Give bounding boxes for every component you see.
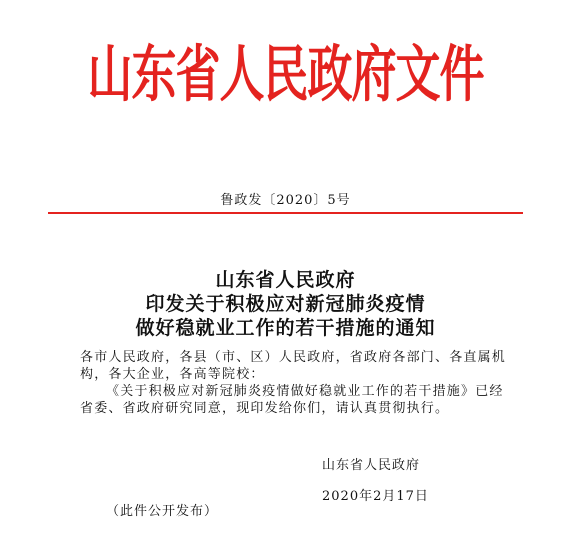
recipients-paragraph: 各市人民政府，各县（市、区）人民政府，省政府各部门、各直属机构，各大企业，各高等院校： (80, 350, 507, 382)
title-line-subject-1: 印发关于积极应对新冠肺炎疫情 (145, 293, 426, 315)
main-paragraph: 《关于积极应对新冠肺炎疫情做好稳就业工作的若干措施》已经省委、省政府研究同意，现印发给你们，请认真贯彻执行。 (80, 384, 504, 416)
title-line-subject-2: 做好稳就业工作的若干措施的通知 (135, 317, 436, 339)
document-body (80, 349, 510, 417)
title-line-issuer: 山东省人民政府 (215, 269, 356, 291)
red-divider-rule (48, 212, 523, 214)
document-number: 鲁政发〔2020〕5号 (220, 193, 351, 208)
publication-note: （此件公开发布） (106, 504, 219, 519)
document-title (0, 268, 571, 340)
document-masthead: 山东省人民政府文件 (87, 40, 484, 109)
issuer-signature: 山东省人民政府 (322, 458, 421, 473)
issue-date: 2020年2月17日 (322, 489, 429, 504)
